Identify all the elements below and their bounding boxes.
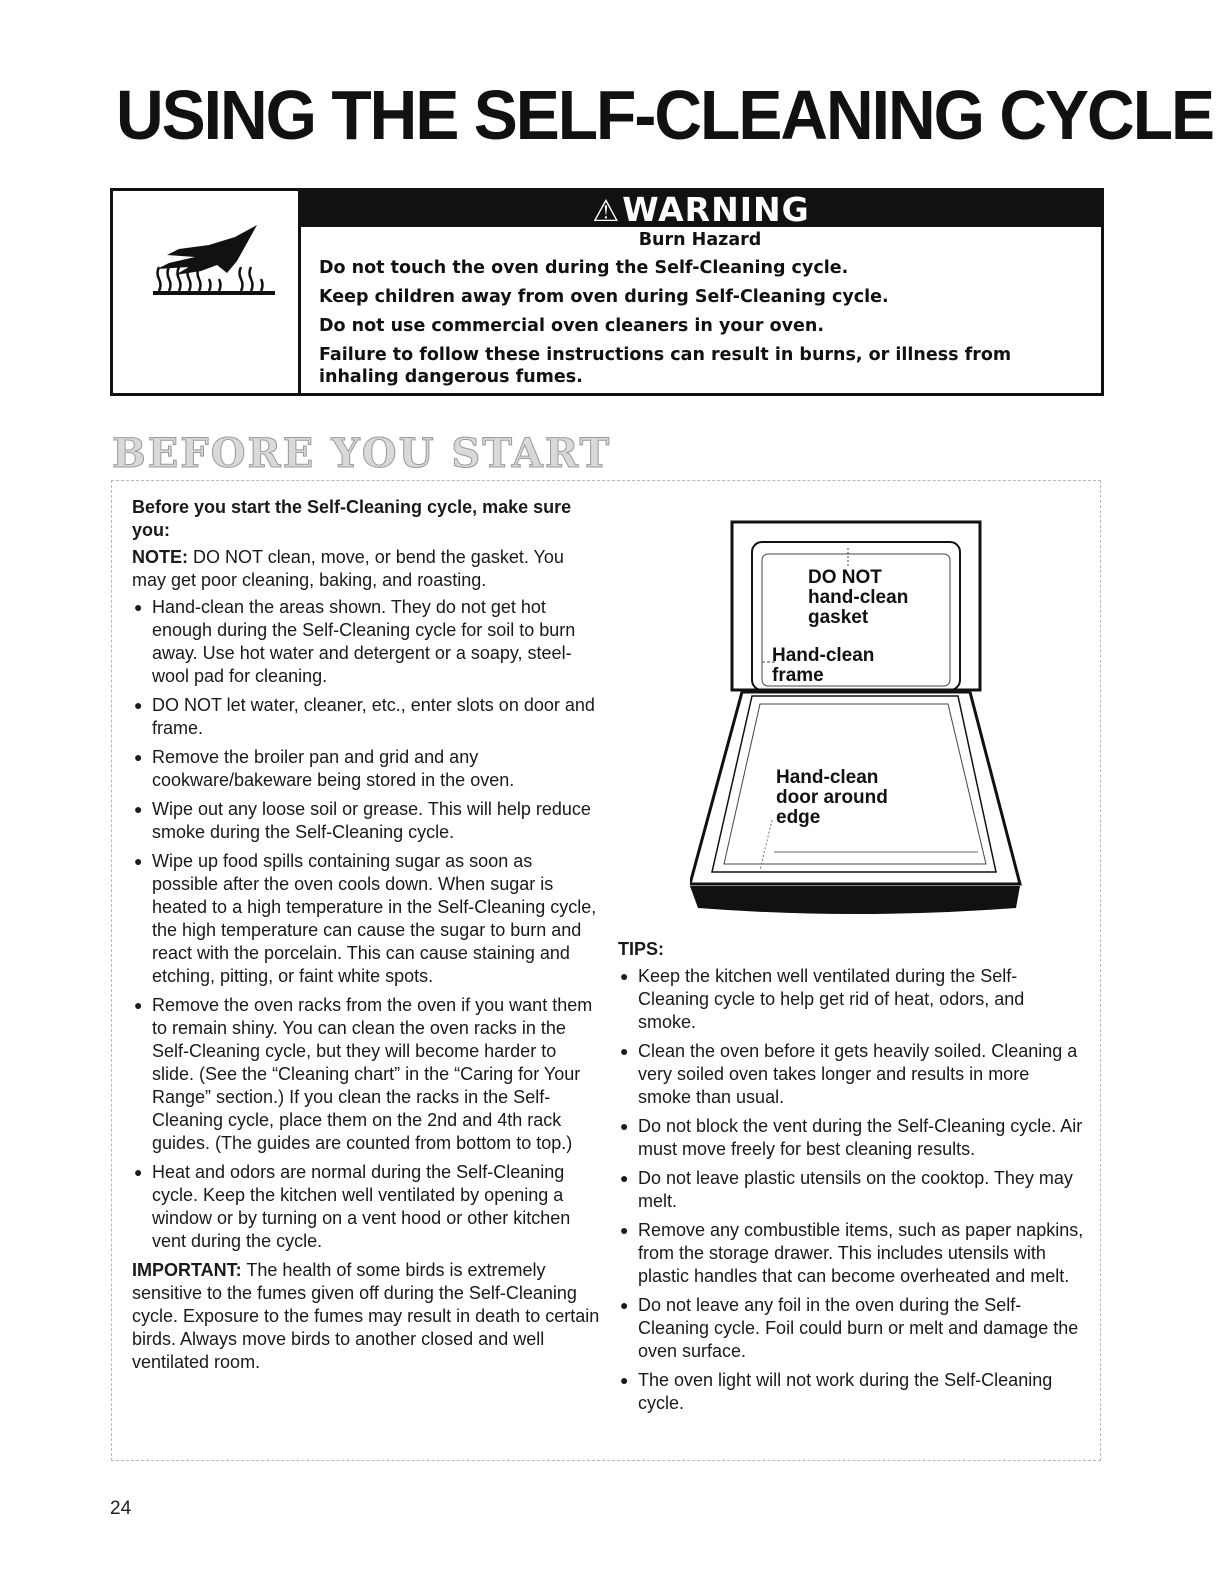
bullet-icon: ● — [134, 997, 143, 1013]
gasket-label: DO NOT hand-clean gasket — [808, 567, 909, 628]
list-item — [132, 596, 600, 688]
warning-banner — [301, 191, 1101, 227]
bullet-icon: ● — [134, 1164, 143, 1180]
bullet-icon: ● — [134, 749, 143, 765]
list-item — [618, 1294, 1086, 1363]
list-item-text: Heat and odors are normal during the Self-Cleaning cycle. Keep the kitchen well ventilated by opening a window or by turning on a vent hood or other kitchen vent during the cycle. — [152, 1162, 571, 1251]
list-item-text: Remove any combustible items, such as paper napkins, from the storage drawer. This includes utensils with plastic handles that can become overheated and melt. — [638, 1220, 1084, 1286]
list-item — [618, 1219, 1086, 1288]
list-item-text: Do not leave any foil in the oven during the Self-Cleaning cycle. Foil could burn or melt and damage the oven surface. — [638, 1295, 1079, 1361]
list-item-text: Remove the broiler pan and grid and any cookware/bakeware being stored in the oven. — [152, 747, 515, 790]
oven-cleaning-diagram — [690, 520, 1030, 925]
list-item-text: Wipe out any loose soil or grease. This will help reduce smoke during the Self-Cleaning cycle. — [152, 799, 591, 842]
note-label: NOTE: — [132, 547, 188, 567]
bullet-icon: ● — [620, 1118, 629, 1134]
bullet-icon: ● — [620, 1372, 629, 1388]
section-heading: BEFORE YOU START — [112, 430, 612, 477]
warning-line: Keep children away from oven during Self-Cleaning cycle. — [319, 287, 889, 307]
list-item-text: Do not leave plastic utensils on the cooktop. They may melt. — [638, 1168, 1073, 1211]
list-item — [132, 850, 600, 988]
list-item — [618, 1369, 1086, 1415]
bullet-icon: ● — [620, 1222, 629, 1238]
list-item-text: Wipe up food spills containing sugar as soon as possible after the oven cools down. When sugar is heated to a high temperature in the Self-Cleaning cycle, the high temperature can cause the sugar to burn and react with the porcelain. This can cause staining and etching, pitting, or faint white spots. — [152, 851, 597, 986]
list-item — [132, 994, 600, 1155]
intro-text: Before you start the Self-Cleaning cycle, make sure you: — [132, 497, 572, 540]
bullet-icon: ● — [134, 801, 143, 817]
list-item-text: Keep the kitchen well ventilated during the Self-Cleaning cycle to help get rid of heat, odors, and smoke. — [638, 966, 1025, 1032]
important-text: The health of some birds is extremely sensitive to the fumes given off during the Self-Cleaning cycle. Exposure to the fumes may result in death to certain birds. Always move birds to another closed and well ventilated room. — [132, 1260, 600, 1372]
warning-icon-cell — [113, 191, 301, 393]
frame-label: Hand-clean frame — [772, 645, 875, 686]
list-item — [132, 694, 600, 740]
before-you-start-column — [132, 496, 600, 1374]
note-text: DO NOT clean, move, or bend the gasket. You may get poor cleaning, baking, and roasting. — [132, 547, 564, 590]
bullet-icon: ● — [134, 599, 143, 615]
warning-line: Do not use commercial oven cleaners in your oven. — [319, 316, 824, 336]
list-item — [132, 746, 600, 792]
list-item-text: The oven light will not work during the Self-Cleaning cycle. — [638, 1370, 1053, 1413]
page-number: 24 — [110, 1498, 132, 1519]
list-item — [618, 1115, 1086, 1161]
list-item — [132, 798, 600, 844]
warning-banner-text: WARNING — [622, 190, 810, 229]
note-paragraph — [132, 546, 600, 592]
warning-line: Failure to follow these instructions can result in burns, or illness from inhaling dangerous fumes. — [319, 345, 1012, 387]
important-label: IMPORTANT: — [132, 1260, 242, 1280]
bullet-icon: ● — [620, 1043, 629, 1059]
hazard-title: Burn Hazard — [638, 230, 762, 250]
warning-body — [319, 229, 1081, 395]
hot-surface-hand-icon — [139, 219, 279, 295]
list-item — [618, 1167, 1086, 1213]
page-title: USING THE SELF-CLEANING CYCLE — [116, 75, 1214, 154]
bullet-icon: ● — [620, 1170, 629, 1186]
list-item-text: Clean the oven before it gets heavily soiled. Cleaning a very soiled oven takes longer and results in more smoke than usual. — [638, 1041, 1078, 1107]
bullet-icon: ● — [134, 697, 143, 713]
warning-box — [110, 188, 1104, 396]
list-item-text: Remove the oven racks from the oven if you want them to remain shiny. You can clean the oven racks in the Self-Cleaning cycle, but they will become harder to slide. (See the “Cleaning chart” in the “Caring for Your Range” section.) If you clean the racks in the Self-Cleaning cycle, place them on the 2nd and 4th rack guides. (The guides are counted from bottom to top.) — [152, 995, 593, 1153]
list-item-text: DO NOT let water, cleaner, etc., enter slots on door and frame. — [152, 695, 595, 738]
list-item — [132, 1161, 600, 1253]
list-item — [618, 965, 1086, 1034]
bullet-icon: ● — [620, 1297, 629, 1313]
warning-line: Do not touch the oven during the Self-Cleaning cycle. — [319, 258, 849, 278]
prep-list — [132, 596, 600, 1253]
bullet-icon: ● — [134, 853, 143, 869]
tips-title: TIPS: — [618, 939, 665, 959]
list-item-text: Hand-clean the areas shown. They do not get hot enough during the Self-Cleaning cycle for soil to burn away. Use hot water and detergent or a soapy, steel-wool pad for cleaning. — [152, 597, 576, 686]
warning-triangle-icon: ⚠ — [592, 194, 621, 229]
list-item-text: Do not block the vent during the Self-Cleaning cycle. Air must move freely for best cleaning results. — [638, 1116, 1083, 1159]
door-label: Hand-clean door around edge — [776, 767, 888, 828]
tips-list — [618, 965, 1086, 1415]
tips-column — [618, 938, 1086, 1421]
bullet-icon: ● — [620, 968, 629, 984]
list-item — [618, 1040, 1086, 1109]
important-paragraph — [132, 1259, 600, 1374]
